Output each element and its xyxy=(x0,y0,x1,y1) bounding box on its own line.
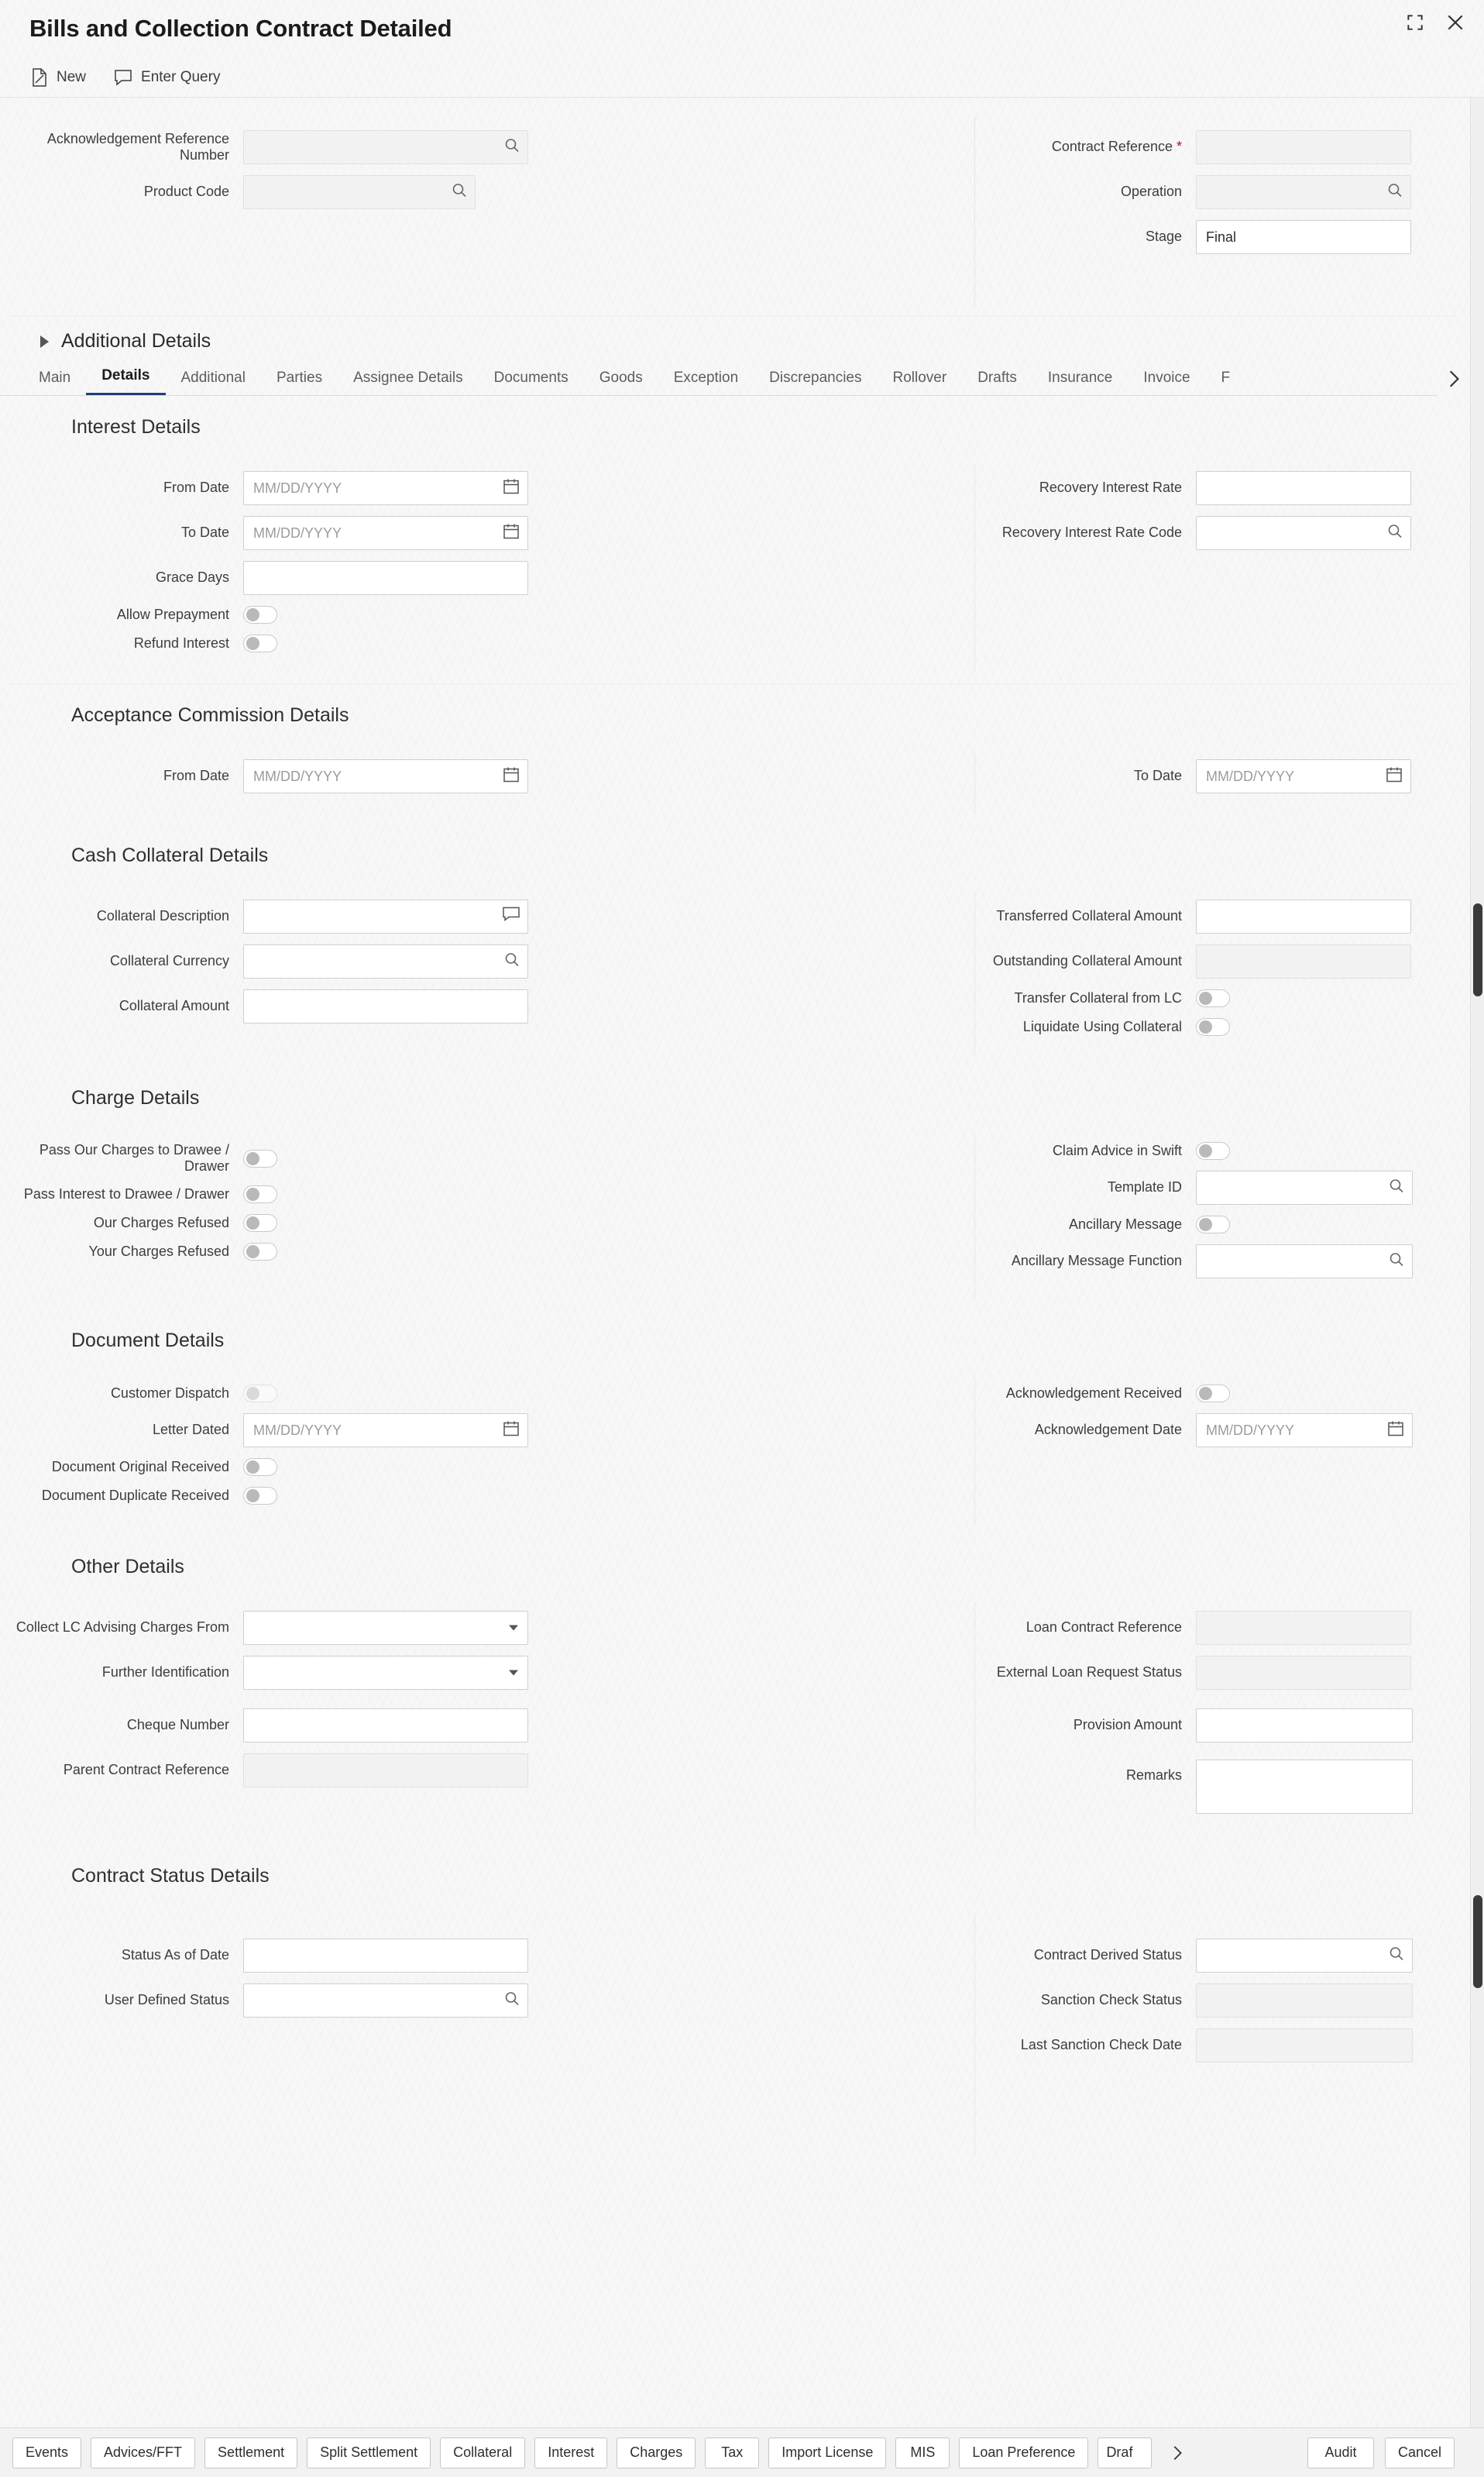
tab-bar xyxy=(0,360,1438,396)
field-acceptance-from-date xyxy=(11,759,974,793)
recovery-interest-rate-input[interactable] xyxy=(1196,471,1411,505)
cancel-button[interactable]: Cancel xyxy=(1385,2437,1455,2468)
field-interest-from-date xyxy=(11,471,974,505)
section-title-other-details: Other Details xyxy=(71,1556,184,1577)
additional-details-label: Additional Details xyxy=(61,330,211,352)
section-title-charge-details: Charge Details xyxy=(71,1087,200,1109)
calendar-icon[interactable] xyxy=(503,1420,520,1441)
field-template-id xyxy=(974,1171,1458,1205)
cheque-number-input[interactable] xyxy=(243,1708,528,1743)
tab-parties[interactable]: Parties xyxy=(276,370,323,386)
provision-amount-input[interactable] xyxy=(1196,1708,1413,1743)
label-parent-contract-reference: Parent Contract Reference xyxy=(63,1762,229,1778)
customer-dispatch-toggle xyxy=(243,1385,277,1402)
search-icon[interactable] xyxy=(1387,183,1403,202)
audit-button[interactable]: Audit xyxy=(1307,2437,1374,2468)
pass-interest-to-drawee-toggle[interactable] xyxy=(243,1185,277,1203)
ancillary-message-function-input[interactable] xyxy=(1196,1244,1413,1278)
field-sanction-check-status xyxy=(974,1983,1458,2018)
calendar-icon[interactable] xyxy=(1386,766,1403,787)
page-title: Bills and Collection Contract Detailed xyxy=(29,15,452,42)
field-status-as-of-date xyxy=(11,1939,974,1973)
section-title-acceptance-commission-details: Acceptance Commission Details xyxy=(71,704,349,726)
outstanding-collateral-amount-input[interactable] xyxy=(1196,944,1411,979)
label-further-identification: Further Identification xyxy=(101,1664,229,1681)
label-remarks: Remarks xyxy=(1125,1767,1182,1783)
field-loan-contract-reference xyxy=(974,1611,1458,1645)
tab-goods[interactable]: Goods xyxy=(599,370,643,386)
acknowledgement-date-placeholder: MM/DD/YYYY xyxy=(1206,1422,1295,1438)
search-icon[interactable] xyxy=(504,1991,520,2011)
liquidate-using-collateral-toggle[interactable] xyxy=(1196,1018,1230,1036)
field-interest-to-date xyxy=(11,516,974,550)
acceptance-from-date-placeholder: MM/DD/YYYY xyxy=(253,768,342,784)
field-user-defined-status xyxy=(11,1983,974,2018)
contract-derived-status-input[interactable] xyxy=(1196,1939,1413,1973)
acknowledgement-reference-number-input[interactable] xyxy=(243,130,528,164)
transfer-collateral-from-lc-toggle[interactable] xyxy=(1196,989,1230,1007)
enter-query-label: Enter Query xyxy=(141,68,221,85)
scrollbar-thumb[interactable] xyxy=(1473,903,1482,996)
search-icon[interactable] xyxy=(1389,1178,1404,1198)
mis-button[interactable]: MIS xyxy=(895,2437,950,2468)
parent-contract-reference-input[interactable] xyxy=(243,1753,528,1787)
import-license-button[interactable]: Import License xyxy=(768,2437,886,2468)
tab-details[interactable]: Details xyxy=(86,367,165,395)
tax-button[interactable]: Tax xyxy=(705,2437,759,2468)
label-transferred-collateral-amount: Transferred Collateral Amount xyxy=(996,908,1182,924)
new-button[interactable] xyxy=(31,68,86,87)
section-document-details xyxy=(11,1366,1458,1536)
label-loan-contract-reference: Loan Contract Reference xyxy=(1025,1619,1182,1636)
label-outstanding-collateral-amount: Outstanding Collateral Amount xyxy=(992,953,1182,969)
sanction-check-status-input[interactable] xyxy=(1196,1983,1413,2018)
chat-bubble-icon[interactable] xyxy=(503,907,520,927)
contract-header-panel xyxy=(11,108,1458,316)
collateral-currency-input[interactable] xyxy=(243,944,528,979)
tabs-next-chevron-right-icon[interactable] xyxy=(1444,369,1464,389)
stage-input[interactable] xyxy=(1196,220,1411,254)
field-last-sanction-check-date xyxy=(974,2028,1458,2062)
product-code-input[interactable] xyxy=(243,175,476,209)
field-external-loan-request-status xyxy=(974,1656,1458,1690)
external-loan-request-status-input[interactable] xyxy=(1196,1656,1411,1690)
label-collateral-currency: Collateral Currency xyxy=(109,953,229,969)
tab-invoice[interactable]: Invoice xyxy=(1143,370,1190,386)
document-duplicate-received-toggle[interactable] xyxy=(243,1487,277,1505)
label-acknowledgement-reference-number: Acknowledgement Reference Number xyxy=(46,130,229,163)
field-further-identification xyxy=(11,1656,974,1690)
label-customer-dispatch: Customer Dispatch xyxy=(110,1385,229,1401)
status-as-of-date-input[interactable] xyxy=(243,1939,528,1973)
field-acknowledgement-reference-number xyxy=(11,130,974,164)
charges-button[interactable]: Charges xyxy=(617,2437,696,2468)
label-ancillary-message: Ancillary Message xyxy=(1068,1216,1182,1232)
our-charges-refused-toggle[interactable] xyxy=(243,1214,277,1232)
page-content xyxy=(0,108,1484,2166)
label-acceptance-from-date: From Date xyxy=(163,768,229,784)
label-your-charges-refused: Your Charges Refused xyxy=(88,1244,229,1260)
section-other-details xyxy=(11,1592,1458,1845)
field-stage xyxy=(974,220,1458,254)
further-identification-select[interactable] xyxy=(243,1656,528,1690)
field-your-charges-refused xyxy=(11,1243,974,1261)
scrollbar-thumb-secondary[interactable] xyxy=(1473,1895,1482,1988)
label-acknowledgement-date: Acknowledgement Date xyxy=(1034,1422,1182,1438)
close-icon[interactable] xyxy=(1445,12,1465,33)
field-allow-prepayment xyxy=(11,606,974,624)
field-collateral-description xyxy=(11,900,974,934)
acknowledgement-date-input[interactable] xyxy=(1196,1413,1413,1447)
field-contract-derived-status xyxy=(974,1939,1458,1973)
events-button[interactable]: Events xyxy=(12,2437,81,2468)
label-letter-dated: Letter Dated xyxy=(152,1422,229,1438)
acceptance-from-date-input[interactable] xyxy=(243,759,528,793)
label-last-sanction-check-date: Last Sanction Check Date xyxy=(1020,2037,1182,2053)
label-sanction-check-status: Sanction Check Status xyxy=(1040,1992,1182,2008)
label-user-defined-status: User Defined Status xyxy=(104,1992,229,2008)
remarks-textarea[interactable] xyxy=(1196,1760,1413,1814)
section-acceptance-commission-details xyxy=(11,741,1458,824)
field-collateral-currency xyxy=(11,944,974,979)
allow-prepayment-toggle[interactable] xyxy=(243,606,277,624)
label-collect-lc-advising-charges-from: Collect LC Advising Charges From xyxy=(15,1619,229,1636)
pass-our-charges-toggle[interactable] xyxy=(243,1150,277,1168)
chevron-right-icon xyxy=(40,335,49,348)
tab-f[interactable]: F xyxy=(1221,370,1231,386)
field-pass-our-charges xyxy=(11,1142,974,1175)
field-cheque-number xyxy=(11,1708,974,1743)
label-pass-interest-to-drawee: Pass Interest to Drawee / Drawer xyxy=(23,1186,229,1202)
label-acknowledgement-received: Acknowledgement Received xyxy=(1005,1385,1182,1401)
tab-drafts[interactable]: Drafts xyxy=(977,370,1017,386)
interest-button[interactable]: Interest xyxy=(534,2437,607,2468)
collect-lc-advising-charges-from-select[interactable] xyxy=(243,1611,528,1645)
interest-from-date-input[interactable] xyxy=(243,471,528,505)
field-refund-interest xyxy=(11,635,974,652)
field-grace-days xyxy=(11,561,974,595)
label-ancillary-message-function: Ancillary Message Function xyxy=(1011,1253,1182,1269)
field-document-duplicate-received xyxy=(11,1487,974,1505)
label-cheque-number: Cheque Number xyxy=(126,1717,229,1733)
search-icon[interactable] xyxy=(504,138,520,157)
required-marker: * xyxy=(1176,139,1182,155)
interest-to-date-placeholder: MM/DD/YYYY xyxy=(253,525,342,541)
letter-dated-input[interactable] xyxy=(243,1413,528,1447)
calendar-icon[interactable] xyxy=(503,478,520,499)
label-status-as-of-date: Status As of Date xyxy=(121,1947,229,1963)
label-interest-to-date: To Date xyxy=(180,525,229,541)
label-contract-derived-status: Contract Derived Status xyxy=(1033,1947,1182,1963)
letter-dated-placeholder: MM/DD/YYYY xyxy=(253,1422,342,1438)
calendar-icon[interactable] xyxy=(503,766,520,787)
loan-preference-button[interactable]: Loan Preference xyxy=(959,2437,1088,2468)
label-pass-our-charges: Pass Our Charges to Drawee / Drawer xyxy=(39,1142,229,1175)
field-pass-interest-to-drawee xyxy=(11,1185,974,1203)
field-recovery-interest-rate xyxy=(974,471,1458,505)
tab-exception[interactable]: Exception xyxy=(673,370,739,386)
grace-days-input[interactable] xyxy=(243,561,528,595)
field-ancillary-message-function xyxy=(974,1244,1458,1278)
user-defined-status-input[interactable] xyxy=(243,1983,528,2018)
collateral-description-input[interactable] xyxy=(243,900,528,934)
tab-main[interactable]: Main xyxy=(39,370,71,386)
section-charge-details xyxy=(11,1123,1458,1309)
label-refund-interest: Refund Interest xyxy=(133,635,229,651)
field-operation xyxy=(974,175,1458,209)
field-letter-dated xyxy=(11,1413,974,1447)
label-our-charges-refused: Our Charges Refused xyxy=(93,1215,229,1231)
tab-additional[interactable]: Additional xyxy=(180,370,246,386)
field-transfer-collateral-from-lc xyxy=(974,989,1458,1007)
enter-query-button[interactable] xyxy=(114,69,220,86)
field-collect-lc-advising-charges-from xyxy=(11,1611,974,1645)
loan-contract-reference-input[interactable] xyxy=(1196,1611,1411,1645)
label-contract-reference: Contract Reference xyxy=(1051,139,1173,155)
section-title-cash-collateral-details: Cash Collateral Details xyxy=(71,845,269,866)
label-transfer-collateral-from-lc: Transfer Collateral from LC xyxy=(1014,989,1182,1006)
chevron-down-icon xyxy=(509,1670,518,1676)
tab-documents[interactable]: Documents xyxy=(493,370,569,386)
acknowledgement-received-toggle[interactable] xyxy=(1196,1385,1230,1402)
split-settlement-button[interactable]: Split Settlement xyxy=(307,2437,431,2468)
label-provision-amount: Provision Amount xyxy=(1073,1717,1182,1733)
section-cash-collateral-details xyxy=(11,881,1458,1067)
last-sanction-check-date-input[interactable] xyxy=(1196,2028,1413,2062)
search-icon[interactable] xyxy=(1389,1252,1404,1271)
restore-icon[interactable] xyxy=(1405,12,1425,33)
template-id-input[interactable] xyxy=(1196,1171,1413,1205)
field-liquidate-using-collateral xyxy=(974,1018,1458,1036)
additional-details-collapsible[interactable] xyxy=(0,316,1484,360)
field-claim-advice-in-swift xyxy=(974,1142,1458,1160)
label-recovery-interest-rate: Recovery Interest Rate xyxy=(1039,480,1182,496)
section-interest-details xyxy=(11,452,1458,683)
your-charges-refused-toggle[interactable] xyxy=(243,1243,277,1261)
new-document-icon xyxy=(31,68,48,87)
search-icon[interactable] xyxy=(504,952,520,972)
title-bar xyxy=(0,0,1484,57)
ancillary-message-toggle[interactable] xyxy=(1196,1216,1230,1233)
label-collateral-amount: Collateral Amount xyxy=(119,998,229,1014)
label-interest-from-date: From Date xyxy=(163,480,229,496)
collateral-button[interactable]: Collateral xyxy=(440,2437,525,2468)
stage-value: Final xyxy=(1206,229,1237,245)
query-bubble-icon xyxy=(114,69,132,86)
label-liquidate-using-collateral: Liquidate Using Collateral xyxy=(1022,1018,1182,1034)
collateral-amount-input[interactable] xyxy=(243,989,528,1023)
field-customer-dispatch xyxy=(11,1385,974,1402)
window-controls xyxy=(1405,12,1465,33)
drafts-button[interactable]: Draf xyxy=(1098,2437,1152,2468)
tab-insurance[interactable]: Insurance xyxy=(1047,370,1113,386)
label-allow-prepayment: Allow Prepayment xyxy=(116,606,229,622)
refund-interest-toggle[interactable] xyxy=(243,635,277,652)
label-product-code: Product Code xyxy=(143,184,229,200)
calendar-icon[interactable] xyxy=(503,523,520,544)
vertical-scrollbar[interactable] xyxy=(1470,98,1484,2427)
field-contract-reference xyxy=(974,130,1458,164)
field-outstanding-collateral-amount xyxy=(974,944,1458,979)
field-acceptance-to-date xyxy=(974,759,1458,793)
search-icon[interactable] xyxy=(1387,524,1403,543)
field-acknowledgement-date xyxy=(974,1413,1458,1447)
field-ancillary-message xyxy=(974,1216,1458,1233)
field-remarks xyxy=(974,1760,1458,1814)
interest-from-date-placeholder: MM/DD/YYYY xyxy=(253,480,342,496)
acceptance-to-date-placeholder: MM/DD/YYYY xyxy=(1206,768,1295,784)
operation-input[interactable] xyxy=(1196,175,1411,209)
acceptance-to-date-input[interactable] xyxy=(1196,759,1411,793)
label-collateral-description: Collateral Description xyxy=(96,908,229,924)
field-recovery-interest-rate-code xyxy=(974,516,1458,550)
settlement-button[interactable]: Settlement xyxy=(204,2437,297,2468)
advices-fft-button[interactable]: Advices/FFT xyxy=(91,2437,195,2468)
field-product-code xyxy=(11,175,974,209)
bottom-bar-next-chevron-right-icon[interactable] xyxy=(1166,2441,1189,2465)
bottom-bar-right-actions xyxy=(1307,2437,1472,2468)
field-acknowledgement-received xyxy=(974,1385,1458,1402)
search-icon[interactable] xyxy=(1389,1946,1404,1966)
label-grace-days: Grace Days xyxy=(155,569,229,586)
label-claim-advice-in-swift: Claim Advice in Swift xyxy=(1052,1142,1182,1158)
toolbar xyxy=(0,57,1484,98)
new-button-label: New xyxy=(57,68,87,85)
tab-rollover[interactable]: Rollover xyxy=(892,370,947,386)
bottom-action-bar xyxy=(0,2427,1484,2477)
section-title-document-details: Document Details xyxy=(71,1330,225,1351)
field-parent-contract-reference xyxy=(11,1753,974,1787)
tab-assignee-details[interactable]: Assignee Details xyxy=(353,370,463,386)
search-icon[interactable] xyxy=(452,183,467,202)
field-document-original-received xyxy=(11,1458,974,1476)
label-stage: Stage xyxy=(1145,229,1182,245)
field-collateral-amount xyxy=(11,989,974,1023)
label-document-duplicate-received: Document Duplicate Received xyxy=(41,1487,229,1503)
interest-to-date-input[interactable] xyxy=(243,516,528,550)
field-our-charges-refused xyxy=(11,1214,974,1232)
label-template-id: Template ID xyxy=(1107,1179,1182,1195)
label-recovery-interest-rate-code: Recovery Interest Rate Code xyxy=(1001,525,1182,541)
label-document-original-received: Document Original Received xyxy=(51,1458,229,1474)
claim-advice-in-swift-toggle[interactable] xyxy=(1196,1142,1230,1160)
transferred-collateral-amount-input[interactable] xyxy=(1196,900,1411,934)
tab-discrepancies[interactable]: Discrepancies xyxy=(769,370,862,386)
section-contract-status-details xyxy=(11,1901,1458,2166)
recovery-interest-rate-code-input[interactable] xyxy=(1196,516,1411,550)
label-acceptance-to-date: To Date xyxy=(1133,768,1182,784)
field-provision-amount xyxy=(974,1708,1458,1743)
chevron-down-icon xyxy=(509,1626,518,1631)
section-title-contract-status-details: Contract Status Details xyxy=(71,1865,270,1887)
field-transferred-collateral-amount xyxy=(974,900,1458,934)
contract-reference-input[interactable] xyxy=(1196,130,1411,164)
section-title-interest-details: Interest Details xyxy=(71,416,201,438)
label-external-loan-request-status: External Loan Request Status xyxy=(996,1664,1182,1681)
label-operation: Operation xyxy=(1120,184,1182,200)
calendar-icon[interactable] xyxy=(1387,1420,1404,1441)
document-original-received-toggle[interactable] xyxy=(243,1458,277,1476)
